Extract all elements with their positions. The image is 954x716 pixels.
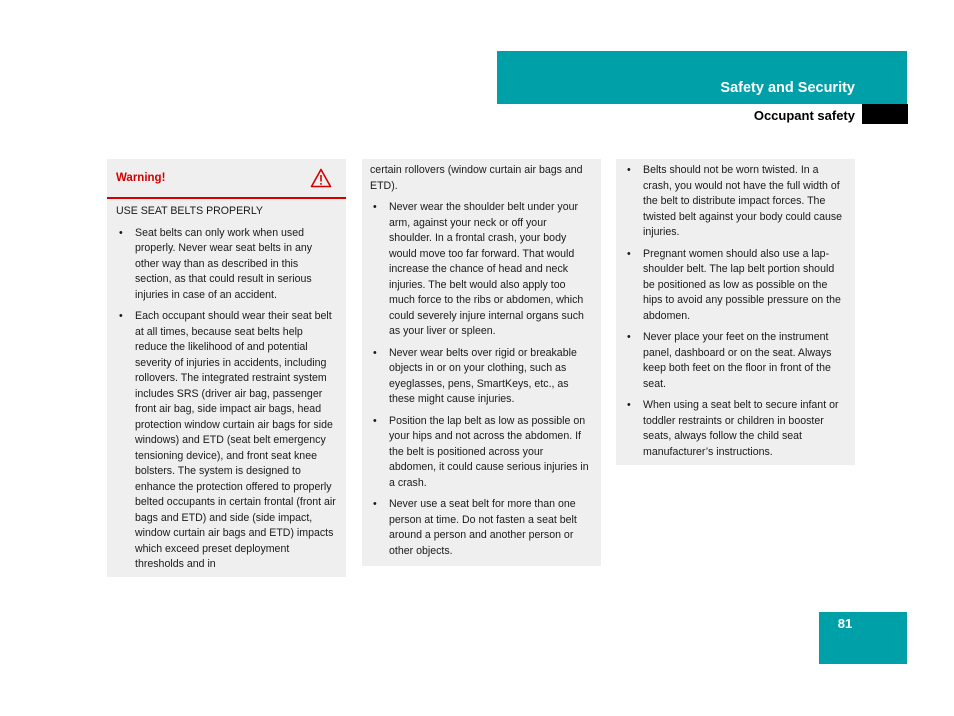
warning-bullet-list [116, 226, 337, 573]
list-item-text: Never wear the shoulder belt under your arm, against your neck or off your shoulder. In a frontal crash, your body would move too far forward. That would increase the chance of head and neck injuries. The belt would also apply too much force to the ribs or abdomen, which could severely injure internal organs such as your liver or spleen. [389, 201, 584, 337]
subsection-tab-marker [862, 104, 908, 124]
section-title: Safety and Security [720, 80, 855, 96]
list-item: • Pregnant women should also use a lap-shoulder belt. The lap belt portion should be positioned as low as possible on the hips to avoid any possible pressure on the abdomen. [627, 247, 841, 322]
list-item: • Position the lap belt as low as possible on your hips and not across the abdomen. If the belt is positioned across your abdomen, it could cause serious injuries in a crash. [373, 414, 589, 489]
list-item-text: Seat belts can only work when used properly. Never wear seat belts in any other way than as described in this section, as that could result in serious injuries in case of an accident. [135, 226, 313, 301]
warning-triangle-icon [310, 168, 332, 188]
list-item: • Each occupant should wear their seat belt at all times, because seat belts help reduce the likelihood of and potential severity of injuries in accidents, including rollovers. The integrated restraint system includes SRS (driver air bag, passenger front air bag, side impact air bags, head protection window curtain air bags for side windows) and ETD (seat belt emergency tensioning device), and front seat knee bolsters. The system is designed to enhance the protection offered to properly belted occupants in certain frontal (front air bags and ETD) and side (side impact, window curtain air bags and ETD) impacts which exceed preset deployment thresholds and in [119, 310, 336, 570]
list-item-text: Never use a seat belt for more than one person at time. Do not fasten a seat belt around a person and another person or other objects. [389, 498, 577, 557]
list-item: • Never place your feet on the instrument panel, dashboard or on the seat. Always keep both feet on the floor in front of the seat. [627, 331, 832, 390]
section-header-bar [497, 51, 907, 104]
list-item-text: Never wear belts over rigid or breakable objects in or on your clothing, such as eyeglasses, pens, SmartKeys, etc., as these might cause injuries. [389, 346, 577, 405]
warning-header [107, 159, 346, 199]
continuation-text: certain rollovers (window curtain air bags and ETD). [370, 164, 583, 192]
list-item-text: Each occupant should wear their seat belt at all times, because seat belts help reduce the likelihood of and potential severity of injuries in accidents, including rollovers. The integrated restraint system includes SRS (driver air bag, passenger front air bag, side impact air bags, head protection window curtain air bags for side windows) and ETD (seat belt emergency tensioning device), and front seat knee bolsters. The system is designed to enhance the protection offered to properly belted occupants in certain frontal (front air bags and ETD) and side (side impact, window curtain air bags and ETD) impacts which exceed preset deployment thresholds and in [135, 310, 336, 570]
list-item-text: Belts should not be worn twisted. In a crash, you would not have the full width of the belt to distribute impact forces. The twisted belt against your body could cause injuries. [643, 164, 843, 238]
list-item-text: Never place your feet on the instrument panel, dashboard or on the seat. Always keep both feet on the floor in front of the seat. [643, 331, 832, 390]
list-item-text: Pregnant women should also use a lap-shoulder belt. The lap belt portion should be positioned as low as possible on the hips to avoid any possible pressure on the abdomen. [643, 247, 841, 322]
page-number-box [819, 612, 907, 664]
warning-box [107, 159, 346, 577]
list-item: • When using a seat belt to secure infant or toddler restraints or children in booster seats, always follow the child seat manufacturer’s instructions. [627, 399, 839, 458]
bullet-list [624, 163, 846, 460]
warning-label: Warning! [116, 172, 166, 184]
list-item-text: Position the lap belt as low as possible on your hips and not across the abdomen. If the belt is positioned across your abdomen, it could cause serious injuries in a crash. [389, 414, 589, 489]
list-item: • Never wear the shoulder belt under your arm, against your neck or off your shoulder. In a frontal crash, your body would move too far forward. That would increase the chance of head and neck injuries. The belt would also apply too much force to the ribs or abdomen, which could severely injure internal organs such as your liver or spleen. [373, 201, 584, 337]
list-item: • Never wear belts over rigid or breakable objects in or on your clothing, such as eyeglasses, pens, SmartKeys, etc., as these might cause injuries. [373, 346, 577, 405]
subsection-title: Occupant safety [753, 108, 855, 123]
page-number: 81 [837, 616, 853, 631]
warning-heading: USE SEAT BELTS PROPERLY [116, 205, 263, 217]
list-item: • Seat belts can only work when used properly. Never wear seat belts in any other way than as described in this section, as that could result in serious injuries in case of an accident. [119, 226, 313, 301]
list-item: • Belts should not be worn twisted. In a crash, you would not have the full width of the belt to distribute impact forces. The twisted belt against your body could cause injuries. [627, 164, 843, 238]
warning-box-continued-2 [616, 159, 855, 465]
warning-box-continued [362, 159, 601, 566]
list-item-text: When using a seat belt to secure infant or toddler restraints or children in booster seats, always follow the child seat manufacturer’s instructions. [643, 399, 839, 458]
list-item: • Never use a seat belt for more than one person at time. Do not fasten a seat belt around a person and another person or other objects. [373, 498, 577, 557]
bullet-list [370, 200, 592, 559]
